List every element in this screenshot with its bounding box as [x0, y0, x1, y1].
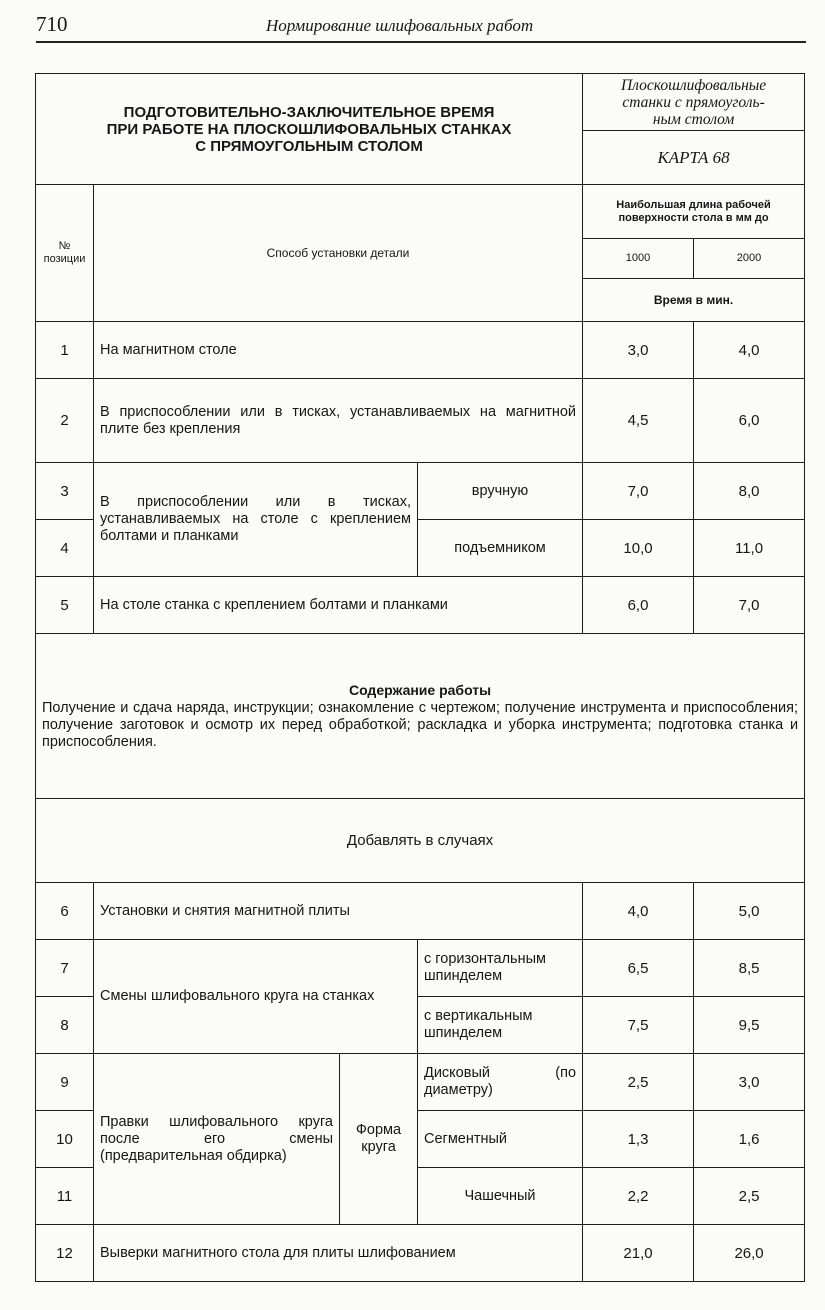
card-title-line: ПОДГОТОВИТЕЛЬНО-ЗАКЛЮЧИТЕЛЬНОЕ ВРЕМЯ — [123, 103, 495, 121]
add-heading: Добавлять в случаях — [36, 799, 805, 883]
card-number: КАРТА 68 — [583, 131, 805, 185]
length-header: Наибольшая длина рабочей поверхности стола в мм до — [583, 185, 805, 239]
table-row: 12 Выверки магнитного стола для плиты шлифованием 21,0 26,0 — [36, 1225, 805, 1282]
work-content — [36, 634, 805, 799]
table-row: 3 В приспособлении или в тисках, устанавливаемых на столе с креплением болтами и планками вручную 7,0 8,0 — [36, 463, 805, 520]
table-row: 7 Смены шлифовального круга на станках с горизонтальным шпинделем 6,5 8,5 — [36, 940, 805, 997]
table-row: 9 Правки шлифовального круга после его смены (предварительная обдирка) Форма круга Дисковый (по диаметру) 2,5 3,0 — [36, 1054, 805, 1111]
work-content-heading: Содержание работы — [348, 681, 492, 698]
table-row: 5 На столе станка с креплением болтами и планками 6,0 7,0 — [36, 577, 805, 634]
running-title: Нормирование шлифовальных работ — [266, 16, 534, 35]
card-title — [36, 74, 583, 185]
length-2000-header: 2000 — [694, 239, 805, 279]
table-row: 1 На магнитном столе 3,0 4,0 — [36, 322, 805, 379]
norm-card-table — [35, 73, 805, 1282]
time-unit-header: Время в мин. — [583, 279, 805, 322]
running-head — [36, 10, 806, 42]
card-title-line: С ПРЯМОУГОЛЬНЫМ СТОЛОМ — [195, 137, 423, 155]
table-row: 2 В приспособлении или в тисках, устанавливаемых на магнитной плите без крепления 4,5 6,0 — [36, 379, 805, 463]
page-number: 710 — [36, 12, 68, 36]
table-row: 8 с вертикальным шпинделем 7,5 9,5 — [36, 997, 805, 1054]
length-1000-header: 1000 — [583, 239, 694, 279]
machine-type: Плоскошлифовальные станки с прямоуголь- ным столом — [583, 74, 805, 131]
header-rule — [36, 41, 806, 43]
table-row: 4 подъемником 10,0 11,0 — [36, 520, 805, 577]
table-row: 10 Сегментный 1,3 1,6 — [36, 1111, 805, 1168]
card-title-line: ПРИ РАБОТЕ НА ПЛОСКОШЛИФОВАЛЬНЫХ СТАНКАХ — [106, 120, 512, 138]
table-row: 6 Установки и снятия магнитной плиты 4,0 5,0 — [36, 883, 805, 940]
work-content-text: Получение и сдача наряда, инструкции; ознакомление с чертежом; получение инструмента и приспособления; получение заготовок и осмотр их перед обработкой; раскладка и уборка инструмента; подготовка станка и приспособления. — [42, 699, 799, 750]
table-row: 11 Чашечный 2,2 2,5 — [36, 1168, 805, 1225]
position-column-header: № позиции — [36, 185, 94, 322]
method-column-header: Способ установки детали — [94, 185, 583, 322]
